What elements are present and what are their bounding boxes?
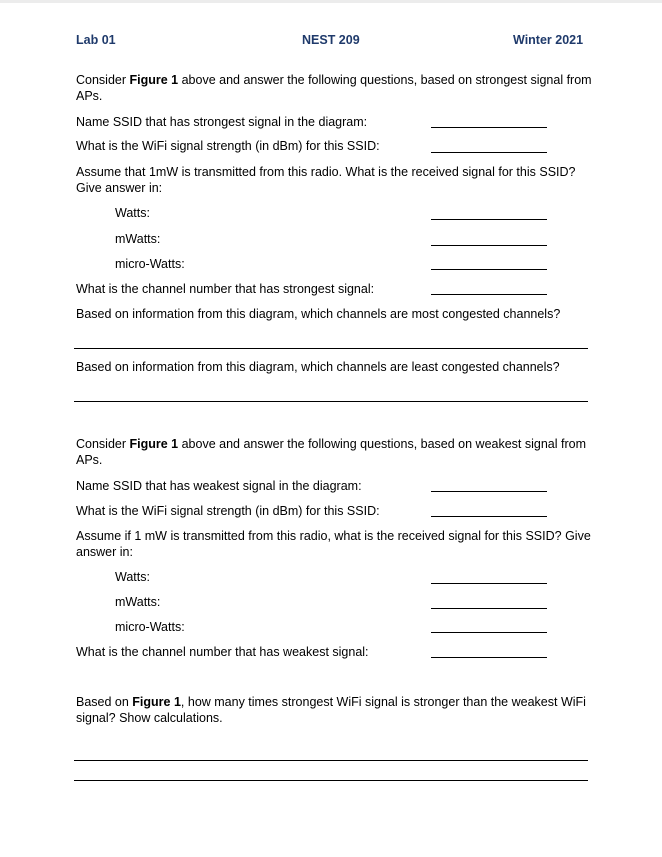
header-course-code: NEST 209 xyxy=(302,33,360,47)
answer-line-least-congested[interactable] xyxy=(74,401,588,402)
answer-line-most-congested[interactable] xyxy=(74,348,588,349)
unit-watts-1: Watts: xyxy=(115,206,150,220)
q-least-congested: Based on information from this diagram, which channels are least congested channels? xyxy=(76,360,560,374)
answer-blank-strongest-watts[interactable] xyxy=(431,219,547,220)
answer-blank-weakest-strength[interactable] xyxy=(431,516,547,517)
answer-blank-weakest-mwatts[interactable] xyxy=(431,608,547,609)
q-weakest-ssid: Name SSID that has weakest signal in the diagram: xyxy=(76,479,362,493)
answer-blank-strongest-microwatts[interactable] xyxy=(431,269,547,270)
q-strongest-strength: What is the WiFi signal strength (in dBm) for this SSID: xyxy=(76,139,380,153)
answer-blank-strongest-channel[interactable] xyxy=(431,294,547,295)
page-top-border xyxy=(0,0,662,3)
header-term: Winter 2021 xyxy=(513,33,584,47)
q-most-congested: Based on information from this diagram, which channels are most congested channels? xyxy=(76,307,561,321)
answer-line-ratio-1[interactable] xyxy=(74,760,588,761)
unit-mwatts-1: mWatts: xyxy=(115,232,161,246)
section2-intro: Consider Figure 1 above and answer the following questions, based on weakest signal from APs. xyxy=(76,437,587,467)
answer-blank-weakest-watts[interactable] xyxy=(431,583,547,584)
answer-blank-strongest-strength[interactable] xyxy=(431,152,547,153)
answer-blank-strongest-ssid[interactable] xyxy=(431,127,547,128)
q-strongest-channel: What is the channel number that has strongest signal: xyxy=(76,282,375,296)
header-course-lab: Lab 01 xyxy=(76,33,116,47)
unit-microwatts-2: micro-Watts: xyxy=(115,620,185,634)
q-weakest-channel: What is the channel number that has weakest signal: xyxy=(76,645,369,659)
unit-microwatts-1: micro-Watts: xyxy=(115,257,185,271)
answer-blank-weakest-ssid[interactable] xyxy=(431,491,547,492)
section1-intro: Consider Figure 1 above and answer the following questions, based on strongest signal from APs. xyxy=(76,73,592,103)
q-weakest-strength: What is the WiFi signal strength (in dBm) for this SSID: xyxy=(76,504,380,518)
answer-blank-weakest-channel[interactable] xyxy=(431,657,547,658)
q-weakest-received: Assume if 1 mW is transmitted from this radio, what is the received signal for this SSID? Give answer in: xyxy=(76,529,591,559)
q-strongest-received: Assume that 1mW is transmitted from this radio. What is the received signal for this SSID? Give answer in: xyxy=(76,165,576,195)
unit-watts-2: Watts: xyxy=(115,570,150,584)
q-signal-ratio: Based on Figure 1, how many times strongest WiFi signal is stronger than the weakest WiFi signal? Show calculations. xyxy=(76,695,586,725)
answer-blank-weakest-microwatts[interactable] xyxy=(431,632,547,633)
answer-line-ratio-2[interactable] xyxy=(74,780,588,781)
unit-mwatts-2: mWatts: xyxy=(115,595,161,609)
q-strongest-ssid: Name SSID that has strongest signal in the diagram: xyxy=(76,115,368,129)
answer-blank-strongest-mwatts[interactable] xyxy=(431,245,547,246)
